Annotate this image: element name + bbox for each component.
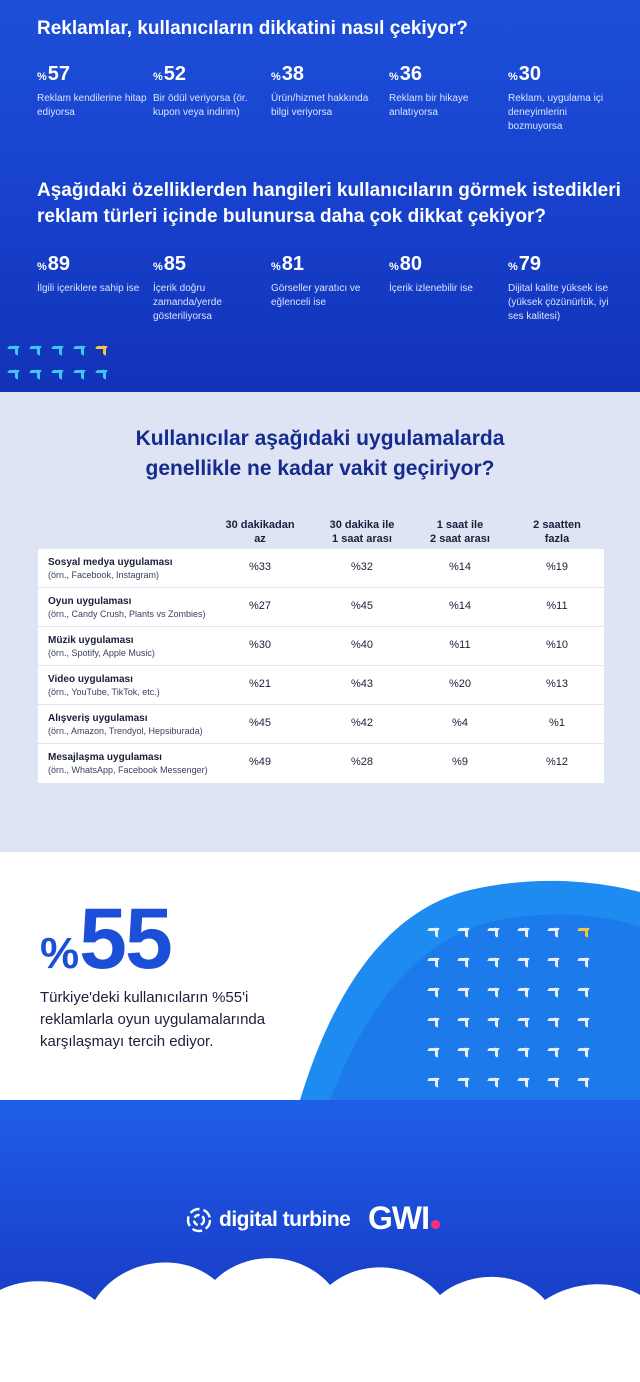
arrow-icon [548,988,560,998]
app-time-table [38,549,604,783]
stat-item: %30 Reklam, uygulama içi deneyimlerini bozmuyorsa [508,63,604,132]
arrow-icon [428,928,440,938]
arrow-icon [30,346,42,356]
arrow-icon [74,370,86,380]
table-row: Alışveriş uygulaması (örn., Amazon, Trendyol, Hepsiburada) %45 %42 %4 %1 [38,705,604,744]
arrow-icon [578,988,590,998]
arrow-icon [52,370,64,380]
arrow-icon [428,1048,440,1058]
arrow-icon [458,1048,470,1058]
arrow-icon [488,928,500,938]
decorative-clouds [0,1100,640,1382]
big-stat: %55 [40,891,171,987]
gwi-logo: GWI [368,1200,440,1237]
stat-item: %89 İlgili içeriklere sahip ise [37,253,140,294]
table-row: Video uygulaması (örn., YouTube, TikTok, etc.) %21 %43 %20 %13 [38,666,604,705]
arrow-icon [548,1048,560,1058]
table-row: Oyun uygulaması (örn., Candy Crush, Plants vs Zombies) %27 %45 %14 %11 [38,588,604,627]
table-row: Müzik uygulaması (örn., Spotify, Apple Music) %30 %40 %11 %10 [38,627,604,666]
arrow-icon [488,1018,500,1028]
section-heading: Reklamlar, kullanıcıların dikkatini nasıl çekiyor? [37,18,468,39]
table-row: Mesajlaşma uygulaması (örn., WhatsApp, Facebook Messenger) %49 %28 %9 %12 [48,752,569,775]
arrow-icon [488,1078,500,1088]
arrow-icon [458,928,470,938]
highlight-section [0,852,640,1100]
arrow-icon [518,1018,530,1028]
app-time-section [0,392,640,852]
arrow-icon [578,1048,590,1058]
stat-item: %85 İçerik doğru zamanda/yerde gösteriliyorsa [153,253,222,322]
arrow-icon [578,928,590,938]
stat-item: %80 İçerik izlenebilir ise [389,253,473,294]
section-heading-2: Aşağıdaki özelliklerden hangileri kullanıcıların görmek istedikleri reklam türleri içinde bulunursa daha çok dikkat çekiyor? [37,180,621,227]
ad-attention-section [0,0,640,392]
arrow-icon [428,1018,440,1028]
arrow-icon [518,988,530,998]
arrow-icon [52,346,64,356]
stat-item: %36 Reklam bir hikaye anlatıyorsa [389,63,469,118]
arrow-icon [30,370,42,380]
arrow-icon [578,958,590,968]
arrow-icon [428,1078,440,1088]
arrow-icon [458,1078,470,1088]
arrow-icon [578,1018,590,1028]
column-header: 2 saatten fazla [533,519,581,545]
arrow-icon [518,1078,530,1088]
arrow-icon [458,988,470,998]
column-header: 30 dakikadan az [225,519,295,545]
arrow-icon [74,346,86,356]
arrow-icon [488,958,500,968]
footer [0,1100,640,1382]
arrow-icon [428,958,440,968]
arrow-icon [548,1018,560,1028]
digital-turbine-logo: digital turbine [185,1206,350,1234]
highlight-text: Türkiye'deki kullanıcıların %55'i reklamlarla oyun uygulamalarında karşılaşmayı tercih ediyor. [40,989,266,1050]
arrow-icon [548,958,560,968]
arrow-icon [8,346,20,356]
arrow-icon [578,1078,590,1088]
stat-item: %79 Dijital kalite yüksek ise (yüksek çözünürlük, iyi ses kalitesi) [508,253,609,322]
arrow-icon [488,988,500,998]
column-header: 1 saat ile 2 saat arası [430,519,490,545]
arrow-icon [548,1078,560,1088]
stat-item: %52 Bir ödül veriyorsa (ör. kupon veya indirim) [153,63,248,118]
stat-item: %81 Görseller yaratıcı ve eğlenceli ise [271,253,361,308]
arrow-icon [458,958,470,968]
arrow-icon [518,1048,530,1058]
arrow-icon [518,928,530,938]
column-header: 30 dakika ile 1 saat arası [329,519,395,545]
table-row: Sosyal medya uygulaması (örn., Facebook, Instagram) %33 %32 %14 %19 [38,549,604,588]
arrow-icon [428,988,440,998]
stat-item: %57 Reklam kendilerine hitap ediyorsa [37,63,147,118]
arrow-icon [458,1018,470,1028]
arrow-icon [96,370,108,380]
arrow-icon [96,346,108,356]
arrow-icon [518,958,530,968]
arrow-icon [548,928,560,938]
arrow-icon [488,1048,500,1058]
stat-item: %38 Ürün/hizmet hakkında bilgi veriyorsa [271,63,369,118]
section-title: Kullanıcılar aşağıdaki uygulamalarda genellikle ne kadar vakit geçiriyor? [135,427,505,480]
arrow-icon [8,370,20,380]
